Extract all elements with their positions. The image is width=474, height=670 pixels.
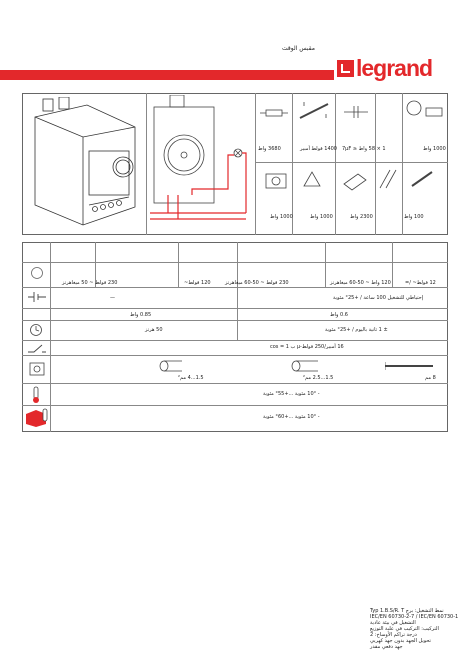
power-consumption: 0.6 واط [330,312,348,318]
wiring-diagram [148,95,253,233]
load-value: 3680 واط [258,146,281,152]
flexible-wire-section: 1.5...2.5 مم² [303,375,334,381]
voltage-icon [30,266,44,280]
strip-length: 8 مم [425,375,436,381]
reserve-value: — [110,295,115,301]
flexible-wire-icon [290,360,320,372]
timer-device-illustration [25,97,143,229]
halogen-lamp-icon [298,168,332,190]
wire-terminal-icon [27,360,47,378]
footer-note: التركيب: التركيب في علبة التوزيع [370,626,439,632]
load-value: 2300 واط [350,214,373,220]
contact-switching-icon [28,342,46,354]
operating-temperature: - 10° مئوية ...+55° مئوية [263,391,320,397]
incandescent-lamp-icon [404,98,444,124]
spec-table [22,242,448,432]
accuracy-value: ± 1 ثانية باليوم / +25° مئوية [325,327,388,333]
footer-note: Typ 1.B.S/R. T نمط التشغيل: برج [370,608,444,614]
storage-temperature: - 10° مئوية ...+60° مئوية [263,414,320,420]
accuracy-value: 50 هرتز [145,327,163,333]
load-value: 1 × 58 واط ≤ 7µF [342,146,386,152]
voltage-value: 120 فولط~ [184,280,211,286]
rigid-wire-section: 1.5...4 مم² [178,375,204,381]
brand-bar [0,70,334,80]
power-consumption: 0.85 واط [130,312,152,318]
motor-load-icon [262,170,290,192]
load-value: 100 واط [404,214,424,220]
clock-accuracy-icon [29,323,43,337]
thermometer-icon [31,386,41,404]
voltage-value: 230 فولط ~ 50 ميغاهرتز [62,280,118,286]
load-value: 1000 واط [310,214,333,220]
fluorescent-tube-icon [296,100,332,122]
document-title: مقبس الوقت [282,45,315,52]
legrand-logo-icon [337,60,354,77]
resistive-load-icon [260,106,288,120]
reserve-value: إحتياطي للتشغيل 100 ساعة / +25° مئوية [333,295,424,301]
footer-note: جهد دفعي مقدر [370,644,403,650]
battery-reserve-icon [28,291,46,303]
load-value: 1000 واط [270,214,293,220]
cfl-lamp-icon [376,166,444,192]
strip-length-icon [385,360,435,372]
capacitor-lamp-icon [340,100,372,124]
footer-note: تحويل الجهد بدون جهد كهربي [370,638,431,644]
footer-note: درجة تراكم الأوساخ: 2 [370,632,417,638]
voltage-value: 230 فولط ~ 50-60 ميغاهرتز [225,280,289,286]
voltage-value: 12 فولط~ /= [405,280,436,286]
switching-capacity: 16 أمبير/250 فولط-µ ب cos = 1 [270,344,344,350]
voltage-value: 120 واط ~ 50-60 ميغاهرتز [330,280,391,286]
footer-note: IEC/EN 60730-2-7 / IEC/EN 60730-1 [370,614,459,620]
load-value: 1400 فولط أمبير [300,146,337,152]
rigid-wire-icon [158,360,184,372]
spot-lamp-icon [340,170,370,192]
storage-temperature-icon [24,408,50,428]
brand-logo-text: legrand [356,55,433,81]
load-value: 1000 واط [423,146,446,152]
footer-note: التشغيل في بيئة عادية [370,620,416,626]
